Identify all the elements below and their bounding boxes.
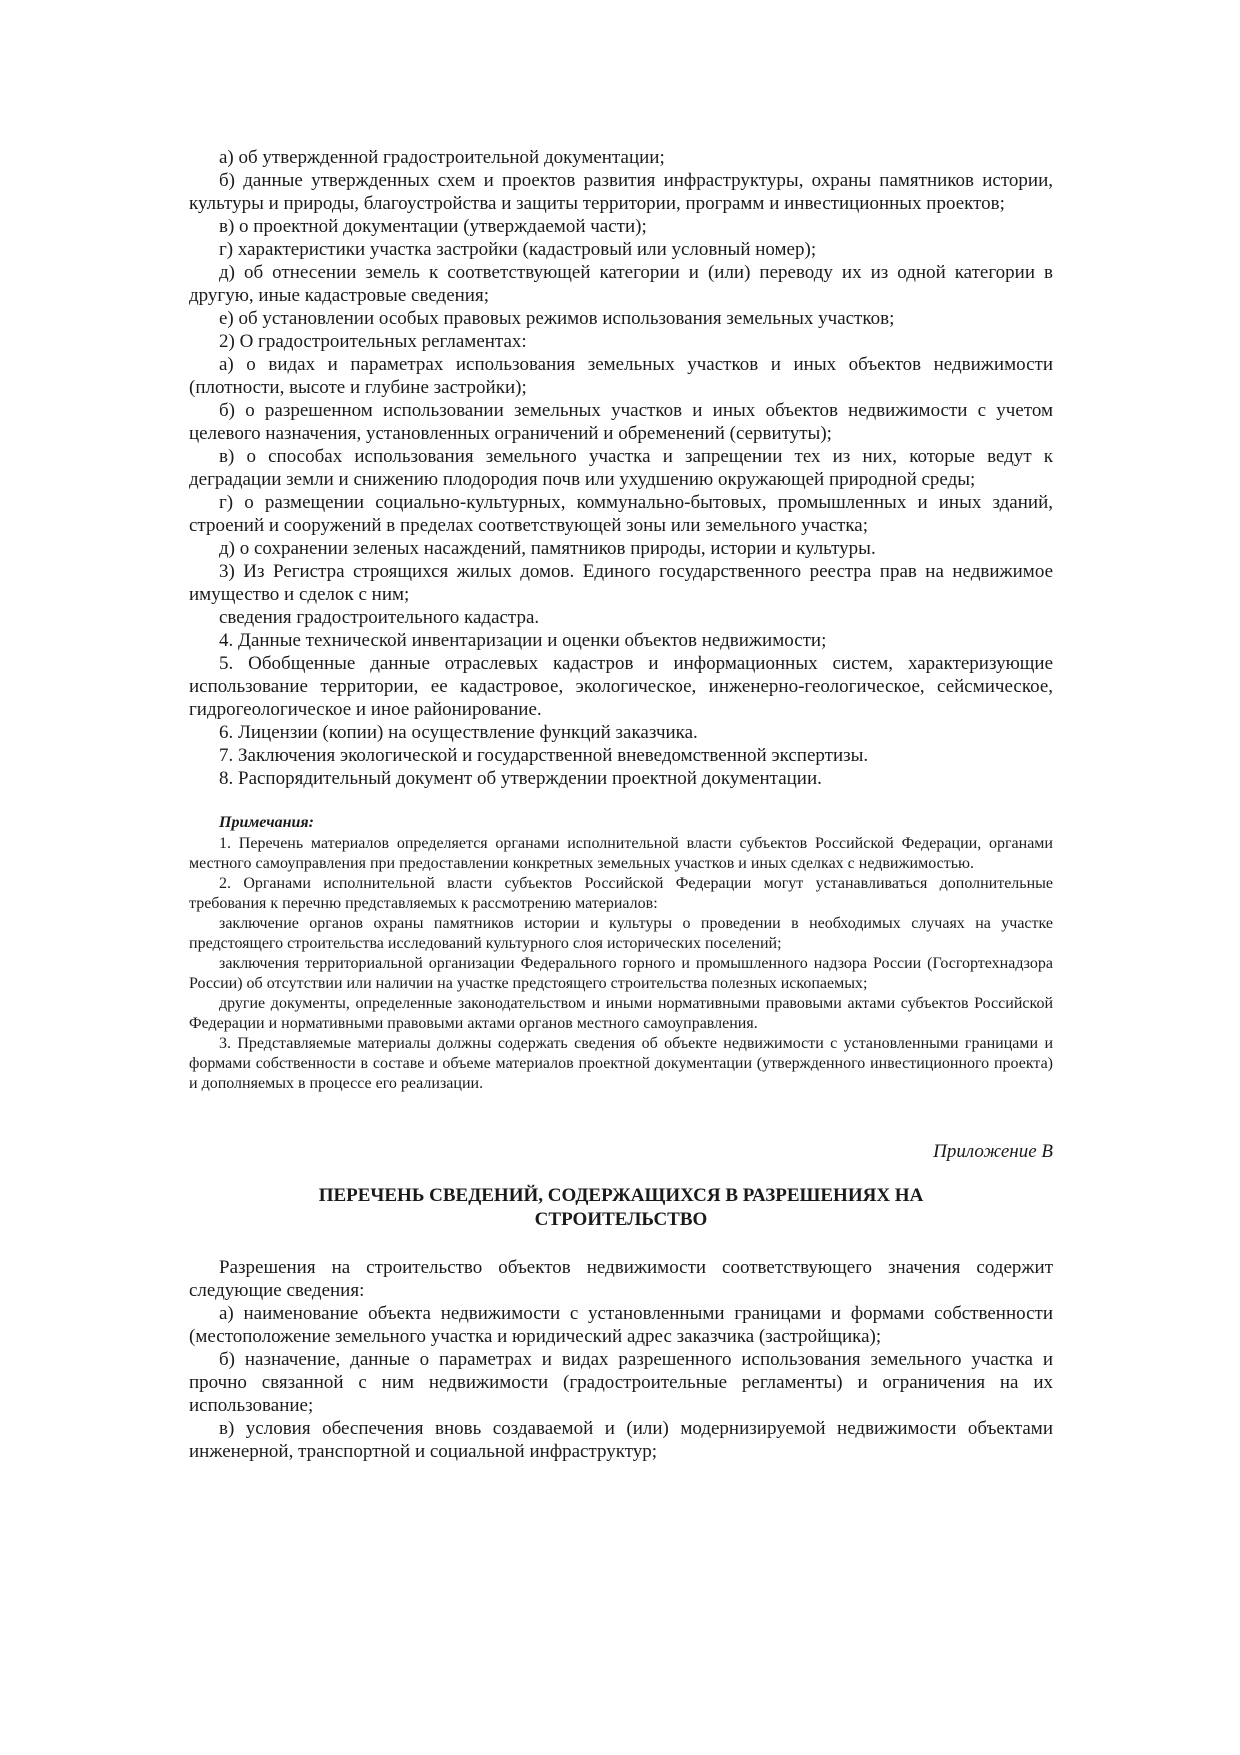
notes-section xyxy=(189,812,1053,1094)
note-item: 2. Органами исполнительной власти субъектов Российской Федерации могут устанавливаться дополнительные требования к перечню представляемых к рассмотрению материалов: xyxy=(189,875,1053,912)
document-page xyxy=(189,146,1053,1463)
spacer xyxy=(189,1164,1053,1184)
note-item: заключение органов охраны памятников истории и культуры о проведении в необходимых случаях на участке предстоящего строительства исследований культурного слоя исторических поселений; xyxy=(189,915,1053,952)
appendix-section xyxy=(189,1140,1053,1463)
appendix-paragraph: Разрешения на строительство объектов недвижимости соответствующего значения содержит следующие сведения: xyxy=(189,1257,1053,1301)
paragraph: г) о размещении социально-культурных, коммунально-бытовых, промышленных и иных зданий, строений и сооружений в пределах соответствующей зоны или земельного участка; xyxy=(189,492,1053,536)
paragraph: а) об утвержденной градостроительной документации; xyxy=(219,147,665,168)
paragraph: 3) Из Регистра строящихся жилых домов. Единого государственного реестра прав на недвижимое имущество и сделок с ним; xyxy=(189,561,1053,605)
paragraph: в) о проектной документации (утверждаемой части); xyxy=(219,216,647,237)
spacer xyxy=(189,1232,1053,1256)
appendix-paragraph: а) наименование объекта недвижимости с установленными границами и формами собственности (местоположение земельного участка и юридический адрес заказчика (застройщика); xyxy=(189,1303,1053,1347)
paragraph: г) характеристики участка застройки (кадастровый или условный номер); xyxy=(219,239,817,260)
paragraph: 4. Данные технической инвентаризации и оценки объектов недвижимости; xyxy=(219,630,827,651)
paragraph: а) о видах и параметрах использования земельных участков и иных объектов недвижимости (плотности, высоте и глубине застройки); xyxy=(189,354,1053,398)
appendix-paragraph: в) условия обеспечения вновь создаваемой и (или) модернизируемой недвижимости объектами инженерной, транспортной и социальной инфраструктур; xyxy=(189,1418,1053,1462)
paragraph: е) об установлении особых правовых режимов использования земельных участков; xyxy=(219,308,895,329)
paragraph: д) об отнесении земель к соответствующей категории и (или) переводу их из одной категории в другую, иные кадастровые сведения; xyxy=(189,262,1053,306)
appendix-label: Приложение В xyxy=(933,1141,1053,1162)
note-item: другие документы, определенные законодательством и иными нормативными правовыми актами субъектов Российской Федерации и нормативными правовыми актами органов местного самоуправления. xyxy=(189,995,1053,1032)
paragraph: 8. Распорядительный документ об утверждении проектной документации. xyxy=(219,768,822,789)
paragraph: 7. Заключения экологической и государственной вневедомственной экспертизы. xyxy=(219,745,869,766)
appendix-paragraph: б) назначение, данные о параметрах и видах разрешенного использования земельного участка и прочно связанной с ним недвижимости (градостроительные регламенты) и ограничения на их использование; xyxy=(189,1349,1053,1416)
spacer xyxy=(189,1094,1053,1140)
paragraph: 2) О градостроительных регламентах: xyxy=(219,331,527,352)
notes-title: Примечания: xyxy=(219,814,314,831)
note-item: 1. Перечень материалов определяется органами исполнительной власти субъектов Российской Федерации, органами местного самоуправления при предоставлении конкретных земельных участков и иных сделках с недвижимостью. xyxy=(189,835,1053,872)
paragraph: б) о разрешенном использовании земельных участков и иных объектов недвижимости с учетом целевого назначения, установленных ограничений и обременений (сервитуты); xyxy=(189,400,1053,444)
paragraph: 6. Лицензии (копии) на осуществление функций заказчика. xyxy=(219,722,698,743)
section-title: ПЕРЕЧЕНЬ СВЕДЕНИЙ, СОДЕРЖАЩИХСЯ В РАЗРЕШЕНИЯХ НА СТРОИТЕЛЬСТВО xyxy=(318,1185,924,1230)
paragraph: б) данные утвержденных схем и проектов развития инфраструктуры, охраны памятников истории, культуры и природы, благоустройства и защиты территории, программ и инвестиционных проектов; xyxy=(189,170,1053,214)
note-item: заключения территориальной организации Федерального горного и промышленного надзора России (Госгортехнадзора России) об отсутствии или наличии на участке предстоящего строительства полезных ископаемых; xyxy=(189,955,1053,992)
paragraph: в) о способах использования земельного участка и запрещении тех из них, которые ведут к деградации земли и снижению плодородия почв или ухудшению окружающей природной среды; xyxy=(189,446,1053,490)
spacer xyxy=(189,790,1053,812)
paragraph: 5. Обобщенные данные отраслевых кадастров и информационных систем, характеризующие использование территории, ее кадастровое, экологическое, инженерно-геологическое, сейсмическое, гидрогеологическое и иное районирование. xyxy=(189,653,1053,720)
paragraph: сведения градостроительного кадастра. xyxy=(219,607,540,628)
note-item: 3. Представляемые материалы должны содержать сведения об объекте недвижимости с установленными границами и формами собственности в составе и объеме материалов проектной документации (утвержденного инвестиционного проекта) и дополняемых в процессе его реализации. xyxy=(189,1035,1053,1092)
paragraph: д) о сохранении зеленых насаждений, памятников природы, истории и культуры. xyxy=(219,538,876,559)
